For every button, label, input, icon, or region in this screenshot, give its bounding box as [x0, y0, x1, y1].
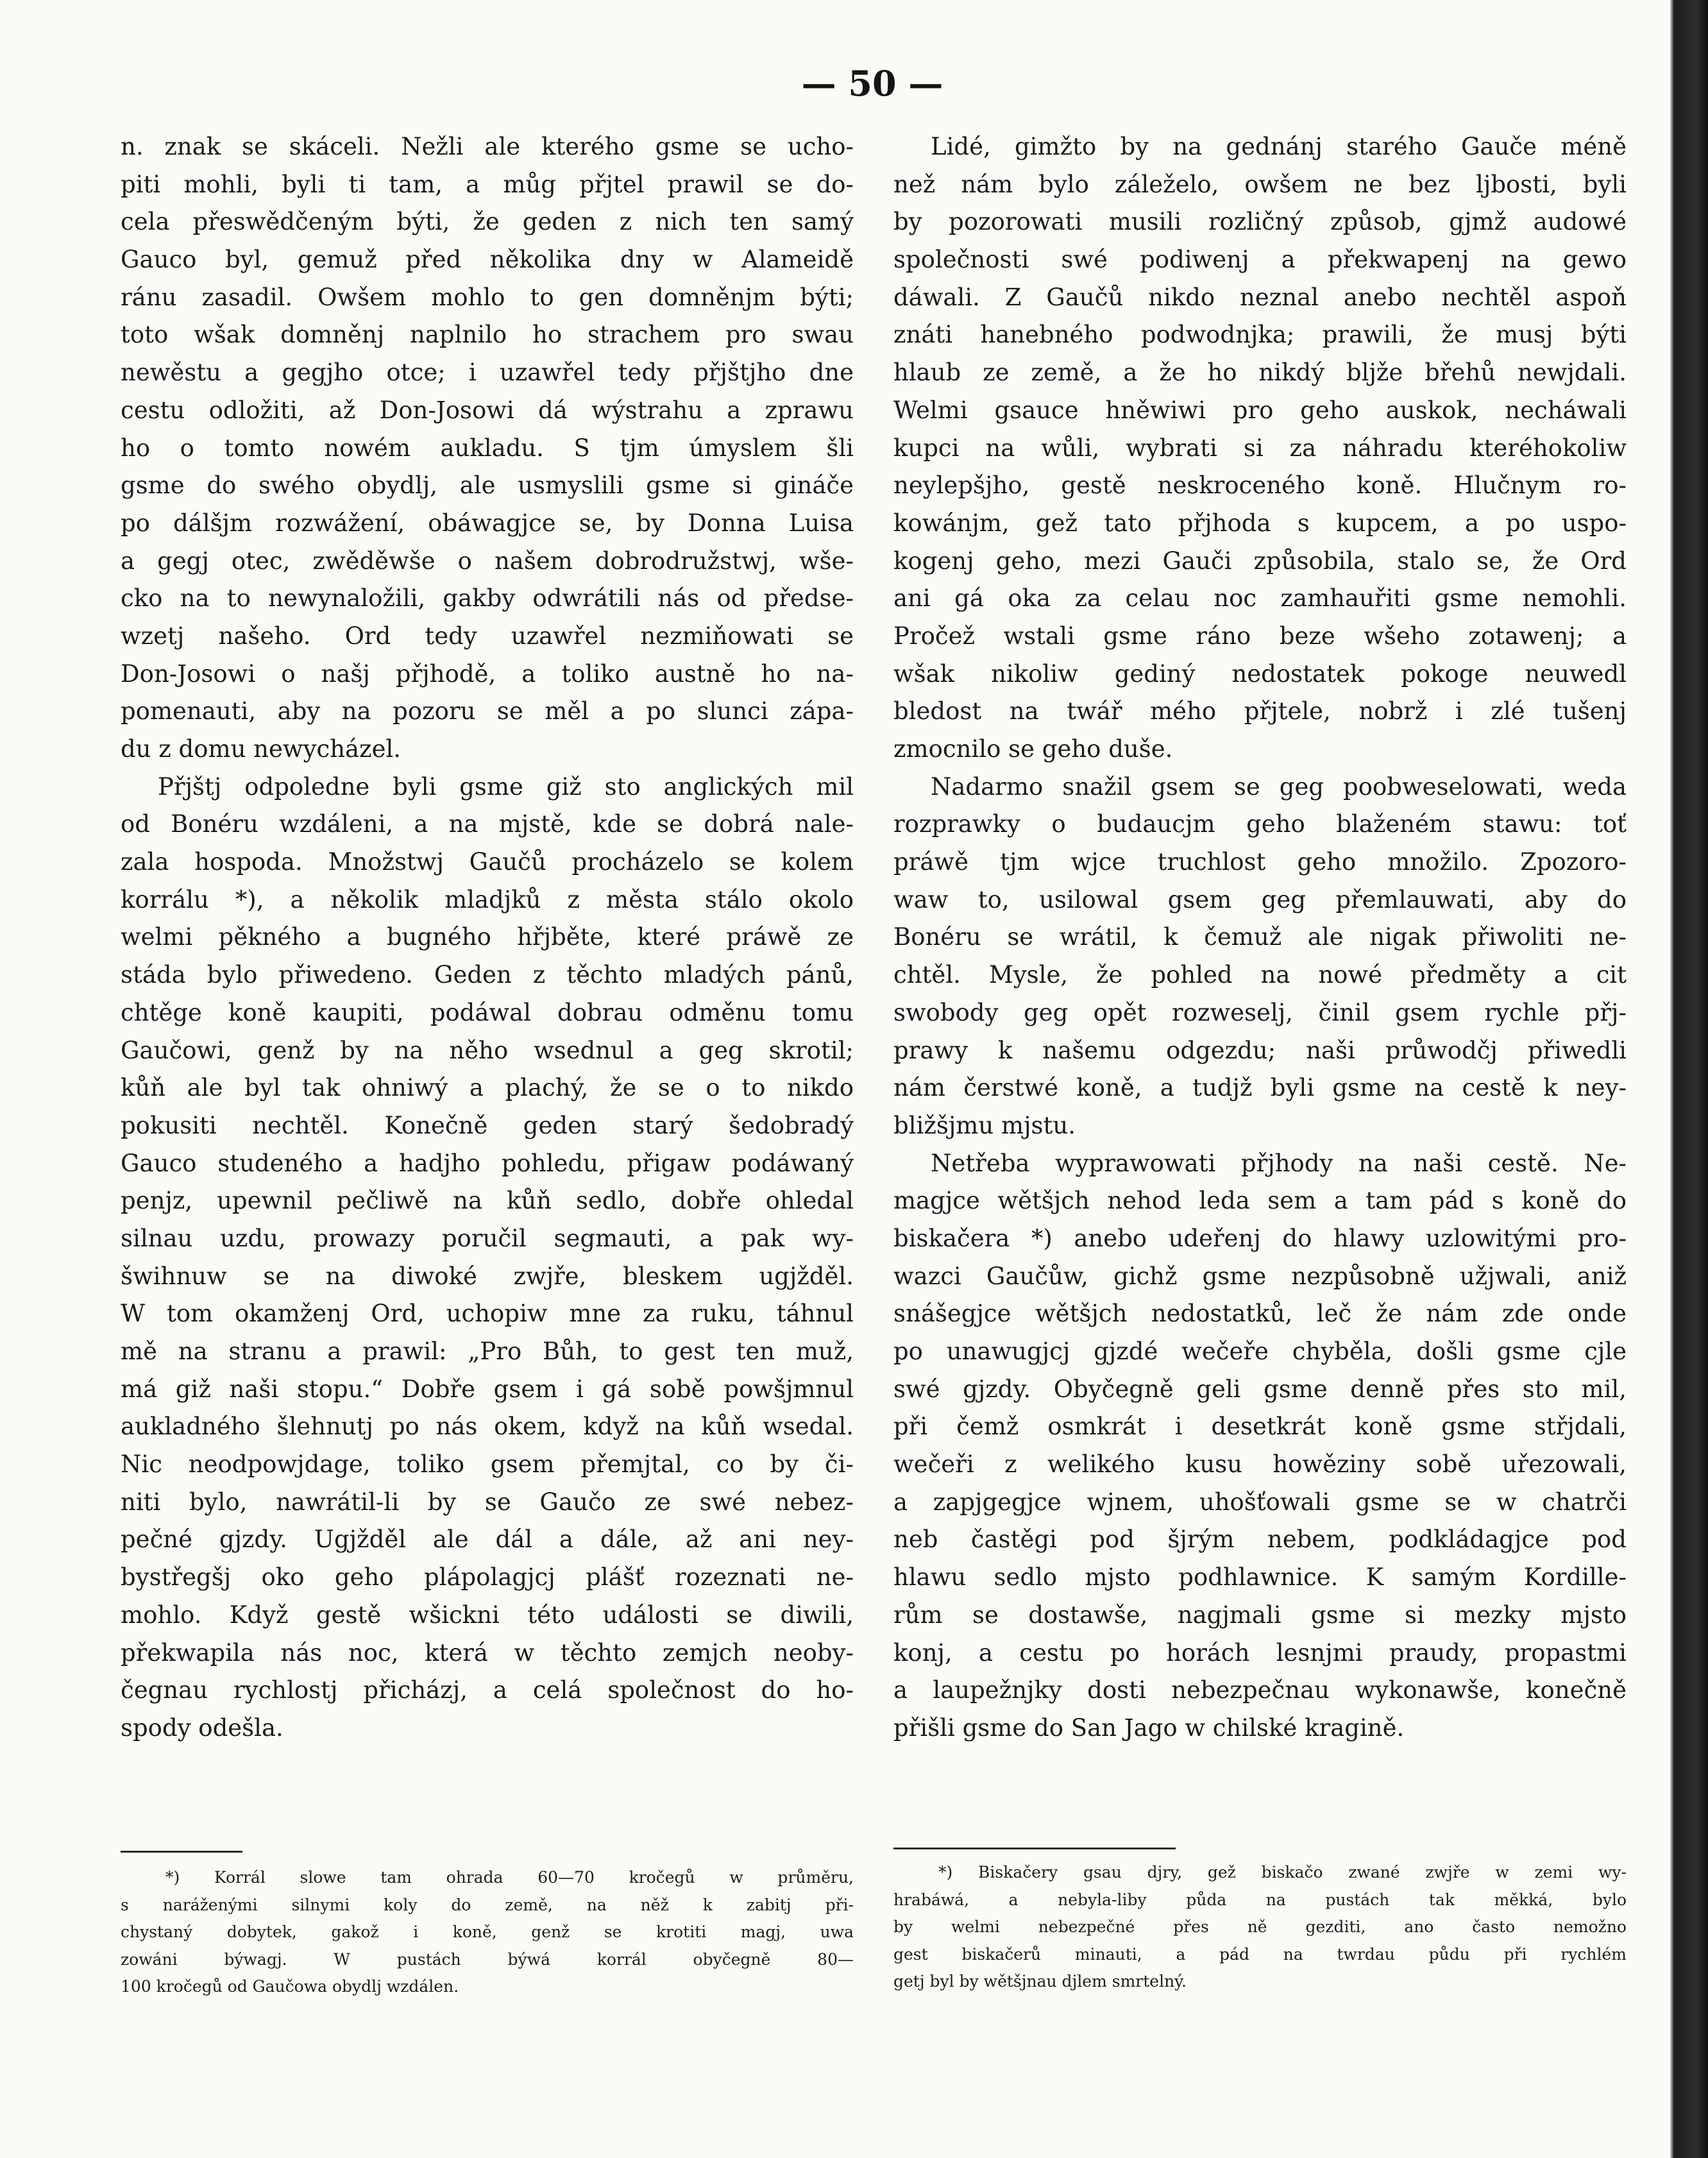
- text-line: wečeři z welikého kusu howěziny sobě uřezowali,: [893, 1450, 1627, 1479]
- text-line: Nic neodpowjdage, toliko gsem přemjtal, co by či-: [121, 1450, 854, 1479]
- text-line: a laupežnjky dosti nebezpečnau wykonawše, konečně: [893, 1676, 1627, 1704]
- text-line: než nám bylo záleželo, owšem ne bez ljbosti, byli: [893, 170, 1627, 198]
- text-line: překwapila nás noc, která w těchto zemjch neoby-: [121, 1638, 854, 1667]
- paragraph-start-line: Lidé, gimžto by na gednánj starého Gauče méně: [931, 133, 1627, 160]
- paragraph-start-line: Netřeba wyprawowati přjhody na naši cestě. Ne-: [931, 1149, 1627, 1177]
- footnote-line: gest biskačerů minauti, a pád na twrdau půdu při rychlém: [893, 1944, 1627, 1964]
- text-line: pečné gjzdy. Ugjžděl ale dál a dále, až ani ney-: [121, 1525, 854, 1554]
- footnote-line: 100 kročegů od Gaučowa obydlj wzdálen.: [121, 1977, 459, 1996]
- text-line: hlaub ze země, a že ho nikdý bljže břehů newjdali.: [893, 359, 1627, 387]
- text-line: ani gá oka za celau noc zamhauřiti gsme nemohli.: [893, 584, 1627, 613]
- text-line: piti mohli, byli ti tam, a můg přjtel prawil se do-: [121, 170, 854, 198]
- text-line: bystřegšj oko geho plápolagjcj plášť rozeznati ne-: [121, 1563, 854, 1592]
- text-line: pomenauti, aby na pozoru se měl a po slunci zápa-: [121, 697, 854, 726]
- text-line: znáti hanebného podwodnjka; prawili, že musj býti: [893, 321, 1627, 349]
- text-line: neb častěgi pod šjrým nebem, podkládagjce pod: [893, 1525, 1627, 1554]
- text-line: W tom okamženj Ord, uchopiw mne za ruku, táhnul: [121, 1300, 854, 1328]
- text-line: ránu zasadil. Owšem mohlo to gen domněnjm býti;: [121, 283, 854, 311]
- text-line: chtěge koně kaupiti, podáwal dobrau odměnu tomu: [121, 998, 854, 1026]
- text-line: Gauco byl, gemuž před několika dny w Alameidě: [121, 246, 854, 274]
- text-line: du z domu newycházel.: [121, 735, 402, 763]
- footnote-line: *) Biskačery gsau djry, gež biskačo zwané zwjře w zemi wy-: [938, 1863, 1627, 1882]
- text-line: chtěl. Mysle, že pohled na nowé předměty a cit: [893, 961, 1627, 989]
- text-line: a gegj otec, zwěděwše o našem dobrodružstwj, wše-: [121, 547, 854, 575]
- text-line: cko na to newynaložili, gakby odwrátili nás od předse-: [121, 584, 854, 613]
- footnote-divider-left: [121, 1851, 242, 1853]
- text-line: snášegjce wětšjch nedostatků, leč že nám zde onde: [893, 1300, 1627, 1328]
- paragraph-start-line: Přjštj odpoledne byli gsme giž sto anglických mil: [158, 772, 854, 801]
- text-line: Pročež wstali gsme ráno beze wšeho zotawenj; a: [893, 622, 1627, 650]
- text-line: nám čerstwé koně, a tudjž byli gsme na cestě k ney-: [893, 1074, 1627, 1102]
- text-line: wzetj našeho. Ord tedy uzawřel nezmiňowati se: [121, 622, 854, 650]
- text-line: společnosti swé podiwenj a překwapenj na gewo: [893, 246, 1627, 274]
- footnote-line: s naráženými silnymi koly do země, na něž k zabitj při-: [121, 1895, 854, 1914]
- text-line: welmi pěkného a bugného hřjběte, které práwě ze: [121, 923, 854, 951]
- text-line: korrálu *), a několik mladjků z města stálo okolo: [121, 885, 854, 913]
- text-line: Gauco studeného a hadjho pohledu, přigaw podáwaný: [121, 1149, 854, 1177]
- text-line: při čemž osmkrát i desetkrát koně gsme střjdali,: [893, 1413, 1627, 1441]
- text-line: a zapjgegjce wjnem, uhošťowali gsme se w chatrči: [893, 1488, 1627, 1516]
- footnote-line: hrabáwá, a nebyla-liby půda na pustách tak měkká, bylo: [893, 1890, 1627, 1909]
- paragraph-start-line: Nadarmo snažil gsem se geg poobweselowati, weda: [931, 772, 1627, 801]
- text-line: biskačera *) anebo udeřenj do hlawy uzlowitými pro-: [893, 1224, 1627, 1252]
- text-line: wazci Gaučůw, gichž gsme nezpůsobně užjwali, aniž: [893, 1262, 1627, 1290]
- text-line: kupci na wůli, wybrati si za náhradu kteréhokoliw: [893, 434, 1627, 462]
- text-line: zala hospoda. Množstwj Gaučů procházelo se kolem: [121, 848, 854, 876]
- footnote-line: *) Korrál slowe tam ohrada 60—70 kročegů w průměru,: [165, 1868, 854, 1887]
- text-line: šwihnuw se na diwoké zwjře, bleskem ugjžděl.: [121, 1262, 854, 1290]
- text-line: silnau uzdu, prowazy poručil segmauti, a pak wy-: [121, 1224, 854, 1252]
- footnote-line: chystaný dobytek, gakož i koně, genž se krotiti magj, uwa: [121, 1923, 854, 1941]
- text-line: prawy k našemu odgezdu; naši průwodčj přiwedli: [893, 1036, 1627, 1064]
- text-line: kogenj geho, mezi Gauči způsobila, stalo se, že Ord: [893, 547, 1627, 575]
- text-line: po unawugjcj gjzdé wečeře chyběla, došli gsme cjle: [893, 1338, 1627, 1365]
- text-line: ho o tomto nowém aukladu. S tjm úmyslem šli: [121, 434, 854, 462]
- text-line: Welmi gsauce hněwiwi pro geho auskok, necháwali: [893, 396, 1627, 424]
- text-line: niti bylo, nawrátil-li by se Gaučo ze swé nebez-: [121, 1488, 854, 1516]
- text-line: dáwali. Z Gaučů nikdo neznal anebo nechtěl aspoň: [893, 283, 1627, 311]
- text-line: kowánjm, gež tato přjhoda s kupcem, a po uspo-: [893, 509, 1627, 537]
- text-line: magjce wětšjch nehod leda sem a tam pád s koně do: [893, 1187, 1627, 1215]
- text-line: konj, a cestu po horách lesnjmi praudy, propastmi: [893, 1638, 1627, 1667]
- footnote-line: getj byl by wětšjnau djlem smrtelný.: [893, 1972, 1187, 1991]
- text-line: swé gjzdy. Obyčegně geli gsme denně přes sto mil,: [893, 1375, 1627, 1403]
- page-number: — 50 —: [801, 63, 943, 104]
- left-column: [121, 128, 854, 1747]
- text-line: cestu odložiti, až Don-Josowi dá wýstrahu a zprawu: [121, 396, 854, 424]
- text-line: neylepšjho, gestě neskroceného koně. Hlučnym ro-: [893, 472, 1627, 500]
- text-line: stáda bylo přiwedeno. Geden z těchto mladých pánů,: [121, 961, 854, 989]
- text-line: cela přeswědčeným býti, že geden z nich ten samý: [121, 208, 854, 236]
- text-line: bledost na twář mého přjtele, nobrž i zlé tušenj: [893, 697, 1627, 726]
- text-line: gsme do swého obydlj, ale usmyslili gsme si gináče: [121, 472, 854, 500]
- footnote-right: [893, 1859, 1627, 1996]
- text-line: toto wšak domněnj naplnilo ho strachem pro swau: [121, 321, 854, 349]
- footnote-line: by welmi nebezpečné přes ně gezditi, ano často nemožno: [893, 1917, 1627, 1936]
- text-line: Gaučowi, genž by na něho wsednul a geg skrotil;: [121, 1036, 854, 1064]
- footnote-line: zowáni býwagj. W pustách býwá korrál obyčegně 80—: [121, 1950, 854, 1969]
- text-line: od Bonéru wzdáleni, a na mjstě, kde se dobrá nale-: [121, 810, 854, 838]
- text-line: wšak nikoliw gediný nedostatek pokoge neuwedl: [893, 659, 1627, 688]
- text-line: Bonéru se wrátil, k čemuž ale nigak přiwoliti ne-: [893, 923, 1627, 951]
- text-line: kůň ale byl tak ohniwý a plachý, že se o to nikdo: [121, 1074, 854, 1102]
- text-line: Don-Josowi o našj přjhodě, a toliko austně ho na-: [121, 659, 854, 688]
- text-line: bližšjmu mjstu.: [893, 1111, 1076, 1139]
- text-line: práwě tjm wjce truchlost geho množilo. Zpozoro-: [893, 848, 1627, 876]
- page-edge-shadow: [1670, 0, 1708, 2158]
- right-column: [893, 128, 1627, 1747]
- text-line: pokusiti nechtěl. Konečně geden starý šedobradý: [121, 1111, 854, 1139]
- text-line: by pozorowati musili rozličný způsob, gjmž audowé: [893, 208, 1627, 236]
- footnote-left: [121, 1864, 854, 2001]
- text-line: rozprawky o budaucjm geho blaženém stawu: toť: [893, 810, 1627, 838]
- text-line: aukladného šlehnutj po nás okem, když na kůň wsedal.: [121, 1413, 854, 1441]
- text-line: mě na stranu a prawil: „Pro Bůh, to gest ten muž,: [121, 1338, 854, 1365]
- text-line: penjz, upewnil pečliwě na kůň sedlo, dobře ohledal: [121, 1187, 854, 1215]
- text-line: newěstu a gegjho otce; i uzawřel tedy přjštjho dne: [121, 359, 854, 387]
- text-line: mohlo. Když gestě wšickni této události se diwili,: [121, 1601, 854, 1629]
- footnote-divider-right: [893, 1848, 1176, 1849]
- text-line: má giž naši stopu.“ Dobře gsem i gá sobě powšjmnul: [121, 1375, 854, 1403]
- text-line: n. znak se skáceli. Nežli ale kterého gsme se ucho-: [121, 133, 854, 160]
- text-line: čegnau rychlostj přicházj, a celá společnost do ho-: [121, 1676, 854, 1704]
- text-line: swobody geg opět rozweselj, činil gsem rychle přj-: [893, 998, 1627, 1026]
- text-line: hlawu sedlo mjsto podhlawnice. K samým Kordille-: [893, 1563, 1627, 1592]
- text-line: spody odešla.: [121, 1713, 283, 1742]
- text-line: přišli gsme do San Jago w chilské kragině.: [893, 1713, 1405, 1742]
- text-line: zmocnilo se geho duše.: [893, 735, 1173, 763]
- text-line: po dálšjm rozwážení, obáwagjce se, by Donna Luisa: [121, 509, 854, 537]
- text-line: waw to, usilowal gsem geg přemlauwati, aby do: [893, 885, 1627, 913]
- text-line: rům se dostawše, nagjmali gsme si mezky mjsto: [893, 1601, 1627, 1629]
